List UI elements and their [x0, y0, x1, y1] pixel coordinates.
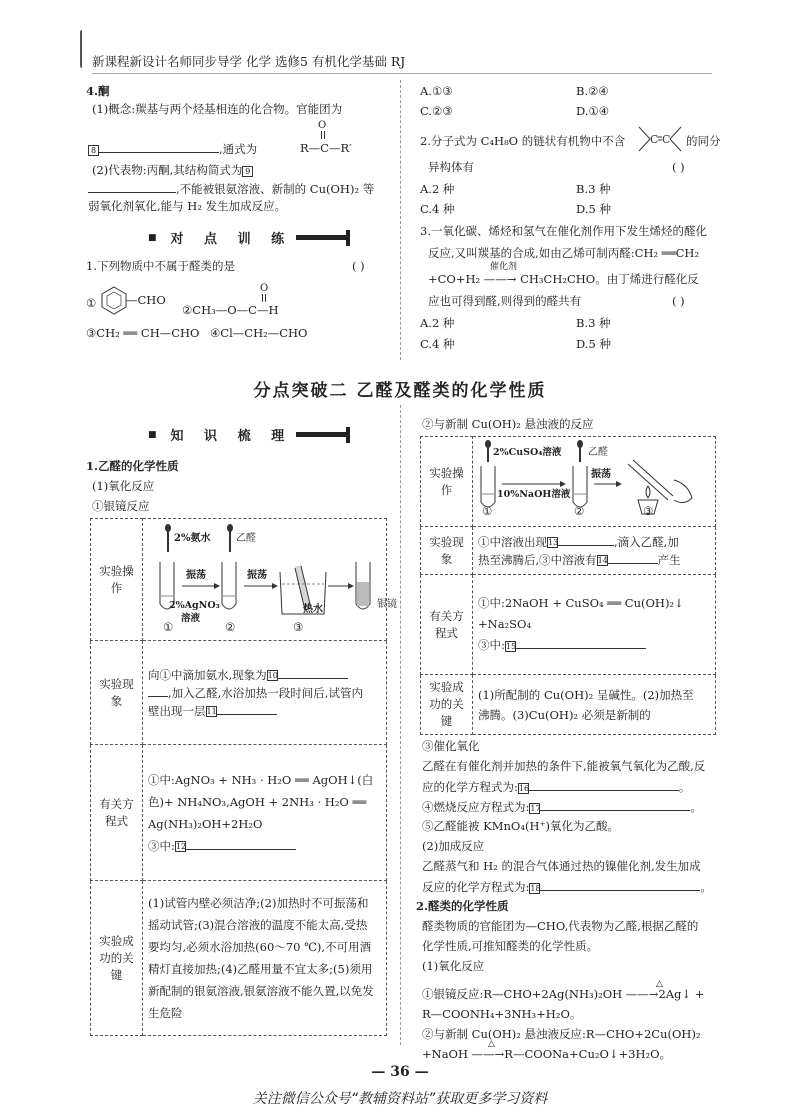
- label-silver-mirror: 银镜: [377, 599, 397, 610]
- answer-blank-8[interactable]: [99, 140, 219, 153]
- q1-option-2-double-bond: [262, 294, 266, 302]
- r-phenomenon-text-2b: 产生: [657, 552, 681, 567]
- section-title: 分点突破二 乙醛及醛类的化学性质: [253, 381, 547, 401]
- q1-option-2: ②CH₃—O—C—H: [182, 303, 279, 317]
- practice-title: 对 点 训 练: [170, 232, 293, 247]
- row-head-equation-2: 有关方程式: [421, 575, 473, 675]
- answer-blank-16[interactable]: [529, 778, 679, 791]
- row-head-phenomenon: 实验现象: [91, 641, 143, 745]
- blank-number-11: 11: [206, 707, 217, 716]
- svg-text:C: C: [650, 133, 659, 146]
- silver-mirror-diagram-cell: [143, 519, 397, 641]
- oxidation-heading: (1)氧化反应: [92, 479, 155, 493]
- r-phenomenon-text-2: 热至沸腾后,③中溶液有: [478, 552, 597, 567]
- ketone-rep-line2: [88, 180, 374, 197]
- ketone-num8-line: [88, 140, 257, 157]
- label-agno3: 2%AgNO₃: [169, 600, 220, 611]
- question-2: 2.分子式为 C₄H₈O 的链状有机物中不含: [420, 134, 626, 148]
- equation-text-4: ③中:: [148, 838, 175, 853]
- question-2-bracket[interactable]: ( ): [672, 160, 685, 174]
- blank-number-17: 17: [530, 803, 541, 813]
- cuoh2-eq-2: +NaOH ——→R—COONa+Cu₂O↓+3H₂O。: [422, 1047, 672, 1061]
- q1-option-1-label: ①: [86, 296, 97, 310]
- key-line-3: 要均匀,必须水浴加热(60～70 ℃),不可用酒: [148, 940, 372, 954]
- phenomenon-text-2: ,加入乙醛,水浴加热一段时间后,试管内: [168, 685, 363, 700]
- q1-answer-c[interactable]: C.②③: [420, 104, 453, 118]
- kmno4-line: ⑤乙醛能被 KMnO₄(H⁺)氧化为乙酸。: [422, 819, 620, 833]
- general-formula-text: ,通式为: [219, 142, 258, 156]
- key-cell: [143, 881, 387, 1036]
- q1-answer-a[interactable]: A.①③: [420, 84, 453, 98]
- q3-answer-a[interactable]: A.2 种: [420, 316, 455, 330]
- addition-heading: (2)加成反应: [422, 839, 485, 853]
- label-acetaldehyde-2: 乙醛: [588, 447, 608, 458]
- cc-double-bond-icon: [636, 124, 684, 154]
- phenomenon-text-3: 壁出现一层: [148, 703, 206, 718]
- r-phenomenon-line-1: [478, 533, 710, 551]
- key-line-1: (1)试管内壁必须洁净;(2)加热时不可振荡和: [148, 896, 369, 910]
- question-3-line4: 应也可得到醛,则得到的醛共有: [428, 294, 582, 308]
- promo-text: 关注微信公众号“教辅资料站”获取更多学习资料: [252, 1091, 548, 1107]
- key-cell-2: [473, 675, 716, 735]
- label-acetaldehyde: 乙醛: [236, 533, 256, 544]
- ketone-rep-line: [92, 162, 253, 178]
- tube-label-2: ②: [225, 620, 236, 634]
- ketone-rep-line3: 弱氧化剂氧化,能与 H₂ 发生加成反应。: [88, 199, 287, 213]
- phenomenon-line-2: [148, 684, 381, 702]
- rep-line2-text: ,不能被银氨溶液、新制的 Cu(OH)₂ 等: [176, 182, 375, 196]
- silver-mirror-eq-1: ①银镜反应:R—CHO+2Ag(NH₃)₂OH ——→2Ag↓ +: [422, 987, 705, 1001]
- question-3-line2: 反应,又叫羰基的合成,如由乙烯可制丙醛:CH₂ ══CH₂: [428, 246, 700, 260]
- blank-number-14: 14: [597, 556, 608, 565]
- q1-answer-b[interactable]: B.②④: [576, 84, 609, 98]
- phenomenon-line-3: [148, 702, 381, 720]
- equation-line-1: ①中:AgNO₃ + NH₃ · H₂O ══ AgOH↓(白: [148, 772, 374, 787]
- page-number-value: 36: [390, 1064, 410, 1080]
- ketone-heading: 4.酮: [86, 84, 110, 98]
- aldehydes-line-1: 醛类物质的官能团为—CHO,代表物为乙醛,根据乙醛的: [422, 919, 699, 933]
- phenomenon-text-1: 向①中滴加氨水,现象为: [148, 667, 267, 682]
- addition-line-2: 反应的化学方程式为:18 。: [422, 880, 712, 894]
- phenomenon-cell-2: [473, 527, 716, 575]
- catalytic-oxidation-text-2: 应的化学方程式为:: [422, 780, 518, 794]
- key-line-6: 生危险: [148, 1006, 183, 1020]
- combustion-text: ④燃烧反应方程式为:: [422, 800, 530, 814]
- blank-number-8: 8: [88, 145, 99, 156]
- equation-line-4: [148, 835, 381, 857]
- label-solution: 溶液: [181, 613, 201, 624]
- q3-answer-d[interactable]: D.5 种: [576, 337, 611, 351]
- label-hot-water: 热水: [303, 604, 323, 615]
- answer-blank-17[interactable]: [540, 798, 690, 811]
- benzene-ring-icon: [100, 285, 128, 315]
- ketone-concept: (1)概念:羰基与两个烃基相连的化合物。官能团为: [92, 102, 343, 116]
- question-2-cont: 的同分: [686, 134, 721, 148]
- acetaldehyde-heading: 1.乙醛的化学性质: [86, 459, 179, 473]
- row-head-phenomenon-2: 实验现象: [421, 527, 473, 575]
- q1-option-4: ④Cl—CH₂—CHO: [210, 326, 308, 340]
- row-head-key-2: 实验成功的关键: [421, 675, 473, 735]
- blank-number-9: 9: [242, 166, 253, 177]
- svg-text:C: C: [662, 133, 671, 146]
- r-phenomenon-text-1: ①中溶液出现: [478, 534, 547, 549]
- q3-answer-b[interactable]: B.3 种: [576, 316, 611, 330]
- tube-label-3: ③: [293, 620, 304, 634]
- section-tag-icon: ■: [148, 429, 165, 440]
- section-bar-end: [346, 230, 350, 246]
- q1-option-1-cho: —CHO: [126, 293, 166, 307]
- section-bar-line: [296, 235, 346, 240]
- combustion-line: ④燃烧反应方程式为:17 。: [422, 800, 702, 814]
- cuoh2-heading: ②与新制 Cu(OH)₂ 悬浊液的反应: [422, 417, 594, 431]
- key-line-4: 精灯直接加热;(4)乙醛用量不宜太多;(5)须用: [148, 962, 373, 976]
- answer-blank-13[interactable]: [558, 533, 614, 546]
- q2-answer-a[interactable]: A.2 种: [420, 182, 455, 196]
- cuoh2-table: [420, 436, 716, 735]
- label-naoh: 10%NaOH溶液: [497, 489, 571, 500]
- column-divider-bottom: [400, 405, 401, 1045]
- section-bar-line: [296, 432, 346, 437]
- header-rule: [92, 73, 712, 74]
- practice-section-bar: [148, 228, 350, 247]
- question-1: 1.下列物质中不属于醛类的是: [86, 259, 235, 273]
- key-line-5: 新配制的银氨溶液,银氨溶液不能久置,以免发: [148, 984, 374, 998]
- question-2-cont2: 异构体有: [428, 160, 474, 174]
- question-1-bracket[interactable]: ( ): [352, 259, 365, 273]
- r-key-line-1: (1)所配制的 Cu(OH)₂ 呈碱性。(2)加热至: [478, 687, 694, 702]
- phenomenon-cell: [143, 641, 387, 745]
- knowledge-section-bar: [148, 425, 350, 444]
- answer-blank-11[interactable]: [217, 702, 277, 715]
- question-3-line3: +CO+H₂ ——→ CH₃CH₂CHO。由丁烯进行醛化反: [428, 272, 699, 286]
- label-cuso4: 2%CuSO₄溶液: [493, 447, 562, 458]
- column-divider-top: [400, 80, 401, 360]
- q3-answer-c[interactable]: C.4 种: [420, 337, 455, 351]
- q1-option-2-o: O: [260, 283, 269, 294]
- catalytic-oxidation-heading: ③催化氧化: [422, 739, 480, 753]
- question-3-catalyst: 催化剂: [490, 262, 518, 272]
- header-curve-mark: [80, 30, 84, 68]
- r-phenomenon-line-2: [478, 551, 710, 569]
- blank-number-16: 16: [518, 783, 530, 793]
- q2-answer-c[interactable]: C.4 种: [420, 202, 455, 216]
- r-equation-line-2: +Na₂SO₄: [478, 617, 532, 631]
- r-equation-text-3: ③中:: [478, 638, 505, 652]
- delta-mark-1: △: [656, 979, 663, 989]
- equation-line-3: Ag(NH₃)₂OH+2H₂O: [148, 816, 263, 831]
- question-3-line1: 3.一氧化碳、烯烃和氢气在催化剂作用下发生烯烃的醛化: [420, 224, 707, 238]
- catalytic-oxidation-line-1: 乙醛在有催化剂并加热的条件下,能被氧气氧化为乙酸,反: [422, 759, 706, 773]
- r-key-line-2: 沸腾。(3)Cu(OH)₂ 必须是新制的: [478, 707, 651, 722]
- aldehydes-heading: 2.醛类的化学性质: [416, 899, 509, 913]
- delta-mark-2: △: [488, 1039, 495, 1049]
- key-line-2: 摇动试管;(3)混合溶液的温度不能太高,受热: [148, 918, 368, 932]
- row-head-equation: 有关方程式: [91, 745, 143, 881]
- r-phenomenon-text-1b: ,滴入乙醛,加: [614, 534, 679, 549]
- row-head-key: 实验成功的关键: [91, 881, 143, 1036]
- tube-label-r3: ③: [643, 504, 654, 518]
- label-shake-3: 振荡: [591, 469, 611, 480]
- answer-blank-15[interactable]: [516, 636, 646, 649]
- rep-line-text: (2)代表物:丙酮,其结构简式为: [92, 163, 243, 177]
- phenomenon-line-1: [148, 666, 381, 684]
- row-head-operation-2: 实验操作: [421, 437, 473, 527]
- answer-blank-10b[interactable]: [148, 684, 168, 697]
- answer-blank-12[interactable]: [186, 837, 296, 850]
- answer-blank-9[interactable]: [88, 180, 176, 193]
- label-ammonia: 2%氨水: [174, 533, 211, 544]
- ketone-formula-double-bond: [321, 131, 325, 139]
- knowledge-title: 知 识 梳 理: [170, 429, 293, 444]
- answer-blank-10[interactable]: [278, 666, 348, 679]
- q1-answer-d[interactable]: D.①④: [576, 104, 610, 118]
- q2-answer-d[interactable]: D.5 种: [576, 202, 611, 216]
- silver-mirror-heading: ①银镜反应: [92, 499, 150, 513]
- answer-blank-14[interactable]: [608, 551, 658, 564]
- blank-number-18: 18: [530, 883, 541, 893]
- catalytic-oxidation-line-2: 应的化学方程式为:16 。: [422, 780, 691, 794]
- blank-number-10: 10: [267, 671, 278, 680]
- tube-label-1: ①: [163, 620, 174, 634]
- q2-answer-b[interactable]: B.3 种: [576, 182, 611, 196]
- page-number: — 36 —: [371, 1064, 429, 1080]
- addition-line-1: 乙醛蒸气和 H₂ 的混合气体通过热的镍催化剂,发生加成: [422, 859, 701, 873]
- equation-line-2: 色)+ NH₄NO₃,AgOH + 2NH₃ · H₂O ══: [148, 794, 367, 809]
- equation-cell: [143, 745, 387, 881]
- cuoh2-diagram-cell: [473, 437, 716, 527]
- section-tag-icon: ■: [148, 232, 165, 243]
- aldehydes-oxidation-heading: (1)氧化反应: [422, 959, 485, 973]
- blank-number-15: 15: [505, 641, 517, 651]
- r-equation-line-1: ①中:2NaOH + CuSO₄ ══ Cu(OH)₂↓: [478, 596, 684, 610]
- section-bar-end: [346, 427, 350, 443]
- ketone-formula: R—C—R′: [300, 141, 352, 155]
- tube-label-r2: ②: [574, 504, 585, 518]
- row-head-operation: 实验操作: [91, 519, 143, 641]
- ketone-formula-o: O: [318, 120, 327, 131]
- header-title: 新课程新设计名师同步导学 化学 选修5 有机化学基础 RJ: [92, 54, 406, 69]
- blank-number-12: 12: [175, 842, 187, 851]
- label-shake-2: 振荡: [247, 570, 267, 581]
- tube-label-r1: ①: [482, 504, 493, 518]
- q1-option-3: ③CH₂ ══ CH—CHO: [86, 326, 200, 340]
- answer-blank-18[interactable]: [540, 878, 700, 891]
- r-equation-line-3: [478, 635, 710, 656]
- addition-text-2: 反应的化学方程式为:: [422, 880, 530, 894]
- question-3-bracket[interactable]: ( ): [672, 294, 685, 308]
- equation-cell-2: [473, 575, 716, 675]
- silver-mirror-eq-2: R—COONH₄+3NH₃+H₂O。: [422, 1007, 582, 1021]
- aldehydes-line-2: 化学性质,可推知醛类的化学性质。: [422, 939, 599, 953]
- cuoh2-eq-1: ②与新制 Cu(OH)₂ 悬浊液反应:R—CHO+2Cu(OH)₂: [422, 1027, 701, 1041]
- label-shake-1: 振荡: [186, 570, 206, 581]
- silver-mirror-table: [90, 518, 397, 1036]
- blank-number-13: 13: [548, 538, 559, 547]
